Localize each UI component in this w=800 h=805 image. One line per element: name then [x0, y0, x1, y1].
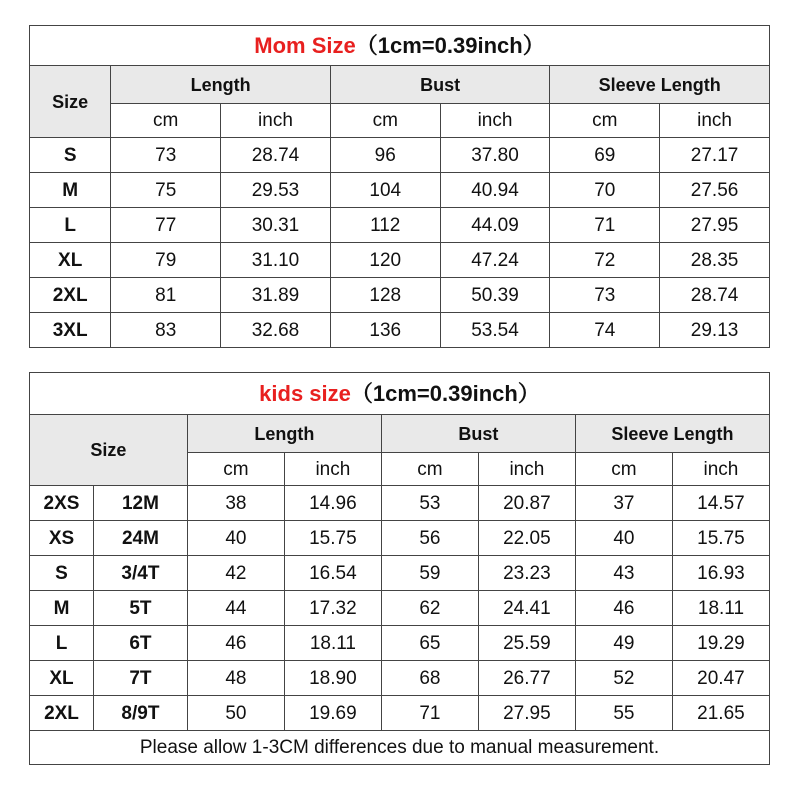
kids-group-header-row [30, 415, 770, 453]
value-cell: 22.05 [478, 521, 575, 556]
table-row [30, 138, 770, 173]
value-cell: 28.35 [660, 243, 770, 278]
value-cell: 75 [111, 173, 221, 208]
table-row [30, 486, 770, 521]
size-label: M [30, 591, 94, 626]
value-cell: 104 [330, 173, 440, 208]
value-cell: 27.17 [660, 138, 770, 173]
age-label: 5T [93, 591, 187, 626]
value-cell: 27.56 [660, 173, 770, 208]
kids-table-title [30, 373, 770, 415]
value-cell: 17.32 [284, 591, 381, 626]
value-cell: 28.74 [660, 278, 770, 313]
value-cell: 112 [330, 208, 440, 243]
value-cell: 70 [550, 173, 660, 208]
note-row [30, 731, 770, 765]
value-cell: 42 [187, 556, 284, 591]
kids-size-header: Size [30, 415, 188, 486]
value-cell: 40 [187, 521, 284, 556]
table-row [30, 661, 770, 696]
unit-cell: cm [381, 453, 478, 486]
age-label: 7T [93, 661, 187, 696]
value-cell: 31.89 [221, 278, 331, 313]
age-label: 3/4T [93, 556, 187, 591]
value-cell: 47.24 [440, 243, 550, 278]
value-cell: 55 [575, 696, 672, 731]
value-cell: 77 [111, 208, 221, 243]
value-cell: 30.31 [221, 208, 331, 243]
table-row [30, 278, 770, 313]
size-label: XS [30, 521, 94, 556]
table-row [30, 521, 770, 556]
unit-cell: inch [660, 104, 770, 138]
mom-unit-row [30, 104, 770, 138]
value-cell: 21.65 [672, 696, 769, 731]
mom-title-row [30, 26, 770, 66]
value-cell: 81 [111, 278, 221, 313]
value-cell: 68 [381, 661, 478, 696]
value-cell: 65 [381, 626, 478, 661]
value-cell: 26.77 [478, 661, 575, 696]
value-cell: 73 [111, 138, 221, 173]
value-cell: 28.74 [221, 138, 331, 173]
unit-cell: inch [284, 453, 381, 486]
table-row [30, 591, 770, 626]
value-cell: 37.80 [440, 138, 550, 173]
value-cell: 72 [550, 243, 660, 278]
value-cell: 50.39 [440, 278, 550, 313]
value-cell: 128 [330, 278, 440, 313]
value-cell: 44 [187, 591, 284, 626]
size-label: 2XL [30, 278, 111, 313]
table-row [30, 556, 770, 591]
value-cell: 56 [381, 521, 478, 556]
kids-bust-header: Bust [381, 415, 575, 453]
mom-group-header-row [30, 66, 770, 104]
age-label: 24M [93, 521, 187, 556]
table-row [30, 696, 770, 731]
size-label: 3XL [30, 313, 111, 348]
value-cell: 16.93 [672, 556, 769, 591]
value-cell: 71 [381, 696, 478, 731]
unit-cell: cm [111, 104, 221, 138]
unit-cell: cm [330, 104, 440, 138]
value-cell: 19.29 [672, 626, 769, 661]
value-cell: 18.11 [672, 591, 769, 626]
age-label: 6T [93, 626, 187, 661]
value-cell: 27.95 [660, 208, 770, 243]
value-cell: 37 [575, 486, 672, 521]
mom-sleeve-header: Sleeve Length [550, 66, 770, 104]
kids-size-table [29, 372, 770, 765]
value-cell: 20.87 [478, 486, 575, 521]
value-cell: 136 [330, 313, 440, 348]
mom-length-header: Length [111, 66, 331, 104]
value-cell: 96 [330, 138, 440, 173]
value-cell: 14.57 [672, 486, 769, 521]
value-cell: 74 [550, 313, 660, 348]
value-cell: 40 [575, 521, 672, 556]
mom-size-header: Size [30, 66, 111, 138]
mom-table-title [30, 26, 770, 66]
value-cell: 53 [381, 486, 478, 521]
age-label: 8/9T [93, 696, 187, 731]
size-label: M [30, 173, 111, 208]
mom-size-table [29, 25, 770, 348]
unit-cell: inch [478, 453, 575, 486]
value-cell: 53.54 [440, 313, 550, 348]
value-cell: 69 [550, 138, 660, 173]
value-cell: 32.68 [221, 313, 331, 348]
kids-title-conversion: （1cm=0.39inch） [350, 380, 540, 406]
age-label: 12M [93, 486, 187, 521]
table-row [30, 626, 770, 661]
value-cell: 16.54 [284, 556, 381, 591]
table-row [30, 208, 770, 243]
size-label: XL [30, 661, 94, 696]
table-row [30, 173, 770, 208]
unit-cell: cm [550, 104, 660, 138]
value-cell: 73 [550, 278, 660, 313]
value-cell: 15.75 [284, 521, 381, 556]
unit-cell: cm [187, 453, 284, 486]
value-cell: 44.09 [440, 208, 550, 243]
value-cell: 15.75 [672, 521, 769, 556]
size-label: S [30, 556, 94, 591]
kids-title-name: kids size [259, 380, 351, 406]
unit-cell: inch [221, 104, 331, 138]
mom-bust-header: Bust [330, 66, 550, 104]
value-cell: 46 [187, 626, 284, 661]
measurement-note: Please allow 1-3CM differences due to manual measurement. [30, 731, 770, 765]
value-cell: 24.41 [478, 591, 575, 626]
value-cell: 20.47 [672, 661, 769, 696]
value-cell: 19.69 [284, 696, 381, 731]
value-cell: 79 [111, 243, 221, 278]
value-cell: 23.23 [478, 556, 575, 591]
kids-sleeve-header: Sleeve Length [575, 415, 769, 453]
value-cell: 50 [187, 696, 284, 731]
value-cell: 43 [575, 556, 672, 591]
value-cell: 14.96 [284, 486, 381, 521]
value-cell: 18.11 [284, 626, 381, 661]
value-cell: 29.53 [221, 173, 331, 208]
value-cell: 48 [187, 661, 284, 696]
table-row [30, 313, 770, 348]
size-label: L [30, 626, 94, 661]
size-label: XL [30, 243, 111, 278]
value-cell: 49 [575, 626, 672, 661]
unit-cell: inch [440, 104, 550, 138]
value-cell: 52 [575, 661, 672, 696]
value-cell: 25.59 [478, 626, 575, 661]
table-row [30, 243, 770, 278]
unit-cell: inch [672, 453, 769, 486]
kids-length-header: Length [187, 415, 381, 453]
kids-title-row [30, 373, 770, 415]
value-cell: 29.13 [660, 313, 770, 348]
size-label: 2XS [30, 486, 94, 521]
value-cell: 46 [575, 591, 672, 626]
size-label: L [30, 208, 111, 243]
value-cell: 40.94 [440, 173, 550, 208]
mom-title-conversion: （1cm=0.39inch） [355, 32, 545, 58]
size-label: S [30, 138, 111, 173]
value-cell: 38 [187, 486, 284, 521]
value-cell: 83 [111, 313, 221, 348]
unit-cell: cm [575, 453, 672, 486]
size-label: 2XL [30, 696, 94, 731]
value-cell: 59 [381, 556, 478, 591]
value-cell: 71 [550, 208, 660, 243]
value-cell: 31.10 [221, 243, 331, 278]
value-cell: 18.90 [284, 661, 381, 696]
value-cell: 120 [330, 243, 440, 278]
value-cell: 27.95 [478, 696, 575, 731]
value-cell: 62 [381, 591, 478, 626]
mom-title-name: Mom Size [254, 32, 356, 58]
